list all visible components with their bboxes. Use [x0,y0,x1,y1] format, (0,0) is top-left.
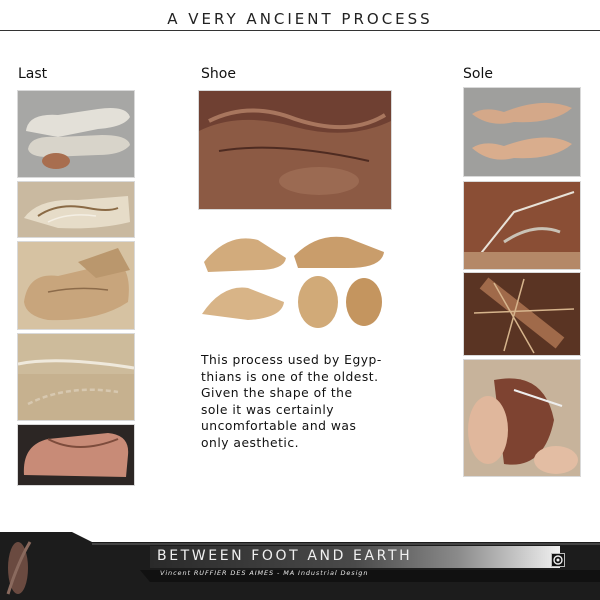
description-line: only aesthetic. [201,435,300,450]
title-divider [0,30,600,31]
last-photo-finished-shoe [17,424,135,486]
description-line: Given the shape of the [201,386,353,401]
sole-photo-sewing [463,181,581,270]
shoe-photo-views [198,222,390,330]
description-line: thians is one of the oldest. [201,369,379,384]
page-title: A VERY ANCIENT PROCESS [167,10,433,28]
column-label-last: Last [18,66,48,82]
footer-logo-icon [551,552,565,566]
last-photo-leather-upper [17,241,135,330]
sole-photo-hand-stitching [463,359,581,477]
last-photo-stitching [17,333,135,421]
sole-photo-threads [463,272,581,356]
footer-banner [0,532,600,600]
last-photo-wrapped-last [17,181,135,238]
description-line: This process used by Egyp- [201,353,382,367]
description-line: uncomfortable and was [201,419,357,434]
footer-subtitle: Vincent RUFFIER DES AIMES - MA Industrial Design [160,569,369,577]
column-label-sole: Sole [463,66,493,82]
shoe-photo-closeup [198,90,392,210]
column-label-shoe: Shoe [201,66,236,82]
description-line: sole it was certainly [201,402,335,417]
description-text [201,352,401,452]
sole-photo-sole-shapes [463,87,581,177]
footer-title: BETWEEN FOOT AND EARTH [157,548,413,564]
last-photo-wooden-last [17,90,135,178]
